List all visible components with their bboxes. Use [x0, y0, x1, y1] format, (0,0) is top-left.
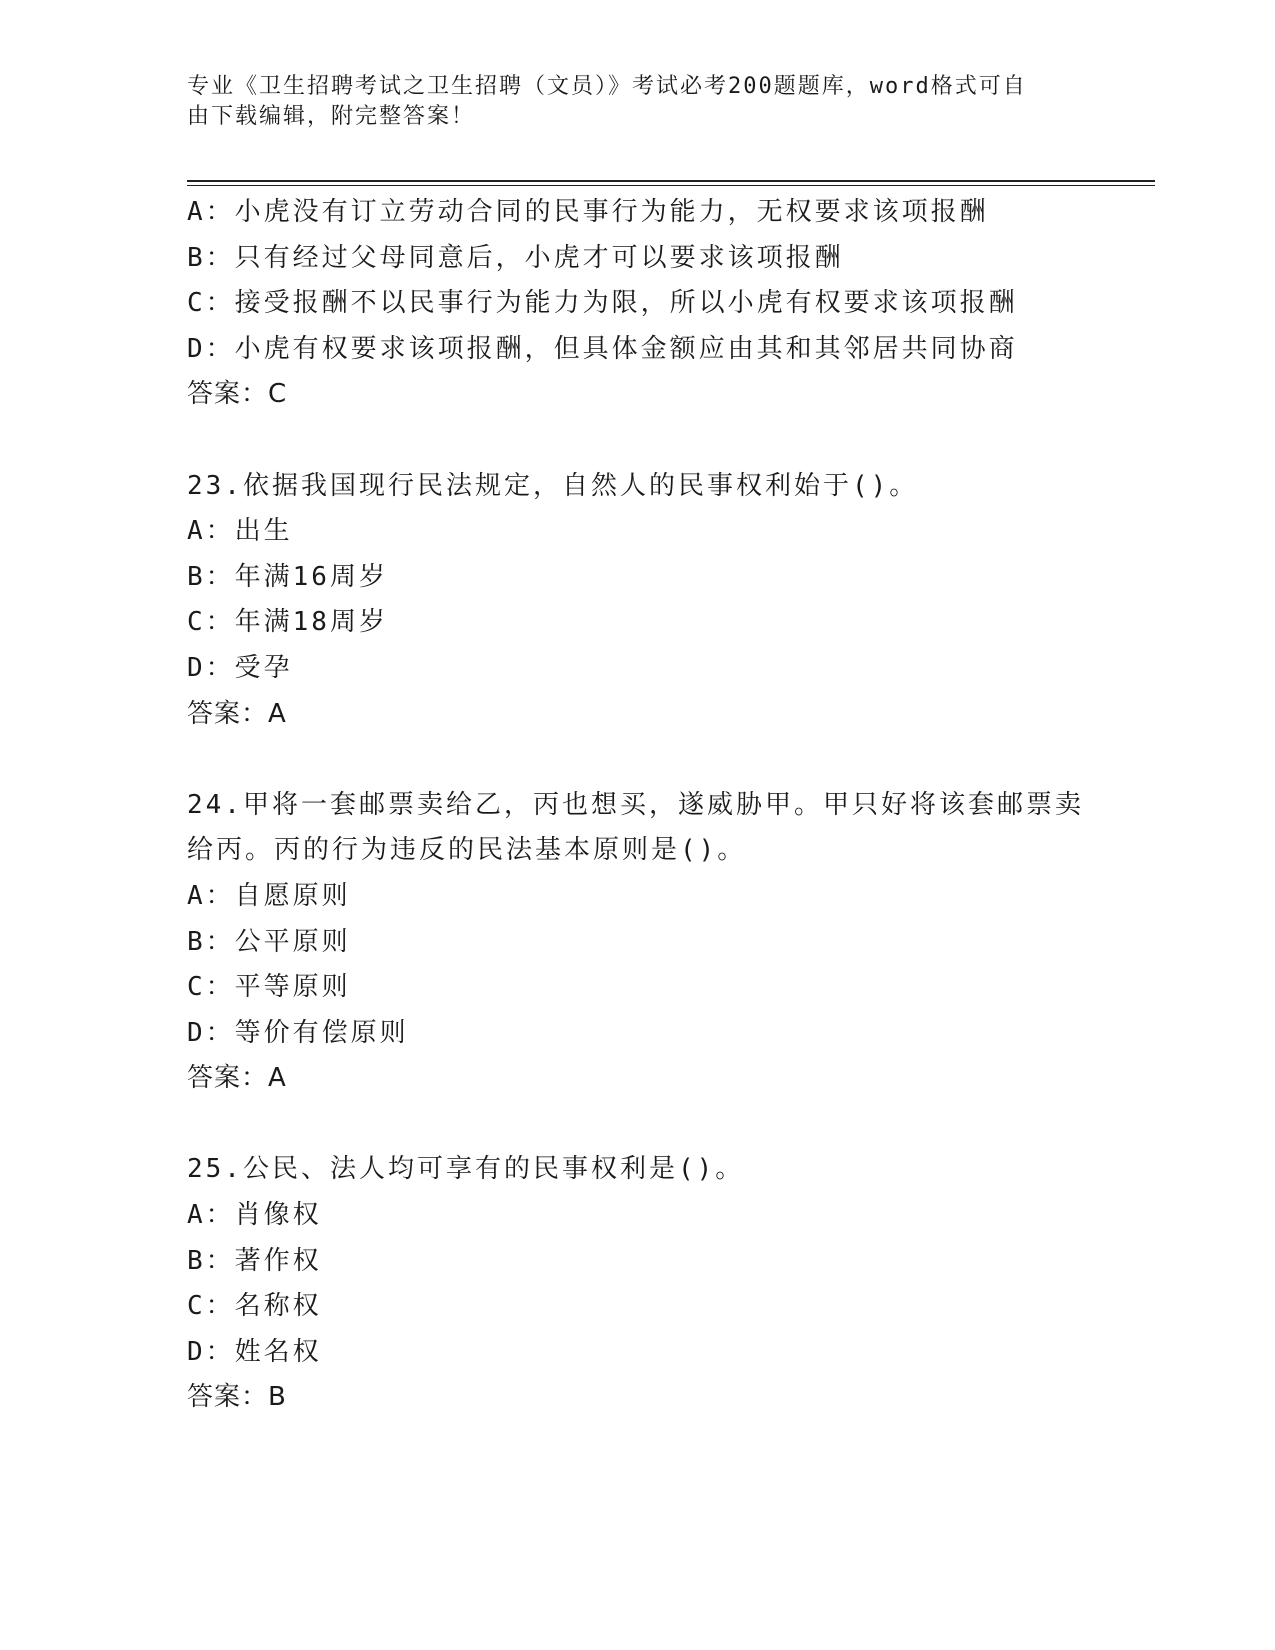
- option-a: A：肖像权: [187, 1200, 322, 1231]
- option-b: B：年满16周岁: [187, 561, 388, 592]
- header-intro-line-2: 由下载编辑，附完整答案！: [187, 104, 476, 129]
- option-c: C：名称权: [187, 1291, 322, 1322]
- question-stem-line-1: 24.甲将一套邮票卖给乙，丙也想买，遂威胁甲。甲只好将该套邮票卖: [187, 789, 1084, 820]
- document-header: [187, 72, 1067, 132]
- question-stem-line-2: 给丙。丙的行为违反的民法基本原则是()。: [187, 835, 747, 866]
- option-d: D：受孕: [187, 652, 293, 683]
- spacer: [187, 1102, 1127, 1148]
- answer: 答案：C: [187, 379, 288, 410]
- answer: 答案：A: [187, 698, 287, 729]
- option-c: C：年满18周岁: [187, 607, 388, 638]
- option-d: D：小虎有权要求该项报酬，但具体金额应由其和其邻居共同协商: [187, 333, 1018, 364]
- question-block-22: [187, 190, 1127, 418]
- question-block-23: [187, 464, 1127, 738]
- option-d: D：姓名权: [187, 1336, 322, 1367]
- option-b: B：只有经过父母同意后，小虎才可以要求该项报酬: [187, 242, 844, 273]
- answer: 答案：B: [187, 1382, 287, 1413]
- question-block-24: [187, 783, 1127, 1102]
- option-c: C：平等原则: [187, 972, 351, 1003]
- option-a: A：小虎没有订立劳动合同的民事行为能力，无权要求该项报酬: [187, 197, 989, 227]
- answer: 答案：A: [187, 1063, 287, 1094]
- option-d: D：等价有偿原则: [187, 1017, 409, 1048]
- question-stem: 25.公民、法人均可享有的民事权利是()。: [187, 1154, 745, 1185]
- spacer: [187, 418, 1127, 464]
- question-list: [187, 190, 1127, 1421]
- spacer: [187, 737, 1127, 783]
- question-stem: 23.依据我国现行民法规定，自然人的民事权利始于()。: [187, 470, 919, 501]
- option-a: A：自愿原则: [187, 880, 351, 911]
- option-c: C：接受报酬不以民事行为能力为限，所以小虎有权要求该项报酬: [187, 288, 1018, 319]
- question-block-25: [187, 1147, 1127, 1421]
- header-divider-thin: [187, 185, 1155, 186]
- option-a: A：出生: [187, 516, 293, 547]
- header-divider-thick: [187, 180, 1155, 182]
- header-intro-line-1: 专业《卫生招聘考试之卫生招聘（文员）》考试必考200题题库，word格式可自: [187, 74, 1027, 99]
- option-b: B：著作权: [187, 1245, 322, 1276]
- option-b: B：公平原则: [187, 926, 351, 957]
